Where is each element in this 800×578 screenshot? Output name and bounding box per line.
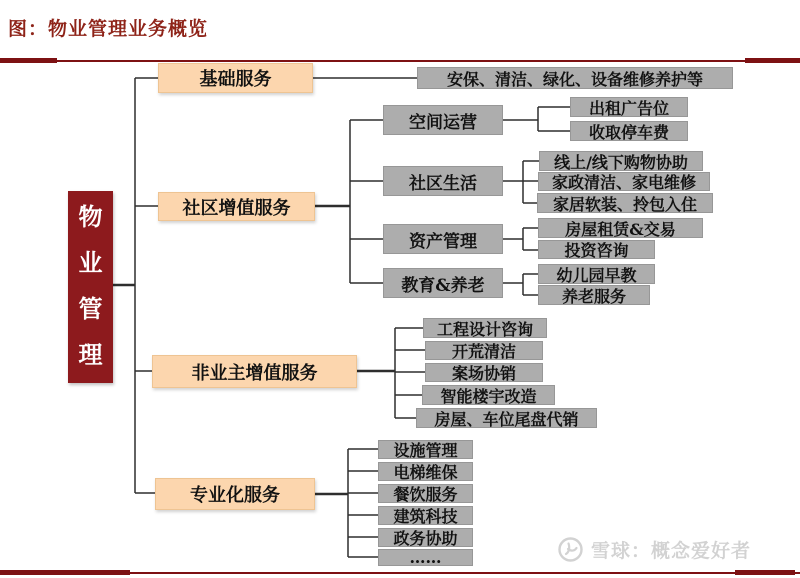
branch-specialized-services: 专业化服务 [155, 478, 315, 510]
page-title: 图：物业管理业务概览 [8, 18, 209, 40]
leaf-housekeeping-repair: 家政清洁、家电维修 [538, 172, 710, 191]
leaf-elevator-maintenance: 电梯维保 [378, 462, 473, 481]
branch-community-vas: 社区增值服务 [158, 192, 315, 221]
watermark-text: 雪球：概念爱好者 [591, 540, 752, 562]
root-node-property-management: 物业管理 [68, 191, 113, 383]
watermark [557, 536, 751, 563]
leaf-shopping-assist: 线上/线下购物协助 [539, 151, 703, 171]
xueqiu-logo-icon [557, 536, 584, 563]
bottom-divider-thick-left [0, 570, 130, 575]
leaf-home-furnishing: 家居软装、拎包入住 [537, 193, 713, 213]
branch-basic-services: 基础服务 [158, 63, 313, 93]
leaf-eldercare-service: 养老服务 [538, 285, 650, 305]
node-community-life: 社区生活 [383, 166, 503, 196]
leaf-catering-service: 餐饮服务 [378, 484, 473, 503]
leaf-parking-fees: 收取停车费 [570, 121, 688, 141]
leaf-tail-unit-sales: 房屋、车位尾盘代销 [416, 408, 597, 428]
node-education-eldercare: 教育&养老 [383, 268, 503, 298]
node-asset-management: 资产管理 [383, 224, 503, 254]
leaf-construction-tech: 建筑科技 [378, 506, 473, 525]
top-divider [0, 60, 800, 62]
leaf-ad-space-rental: 出租广告位 [570, 97, 688, 117]
leaf-investment-consulting: 投资咨询 [538, 240, 655, 259]
node-space-operation: 空间运营 [383, 105, 503, 135]
leaf-kindergarten-education: 幼儿园早教 [538, 264, 655, 284]
branch-non-owner-vas: 非业主增值服务 [152, 355, 357, 388]
leaf-government-assist: 政务协助 [378, 528, 473, 547]
leaf-initial-cleaning: 开荒清洁 [425, 341, 543, 360]
leaf-engineering-design: 工程设计咨询 [423, 318, 547, 338]
leaf-basic-security-cleaning: 安保、清洁、绿化、设备维修养护等 [417, 67, 733, 89]
top-divider-thick-right [745, 58, 800, 63]
leaf-smart-building: 智能楼宇改造 [422, 385, 555, 405]
leaf-sales-office-assist: 案场协销 [425, 363, 543, 382]
leaf-house-leasing-trading: 房屋租赁&交易 [538, 218, 703, 238]
bottom-divider-thick-right [735, 570, 795, 575]
leaf-ellipsis-more: …… [378, 549, 473, 566]
leaf-facility-management: 设施管理 [378, 440, 473, 459]
top-divider-thick-left [0, 58, 57, 63]
